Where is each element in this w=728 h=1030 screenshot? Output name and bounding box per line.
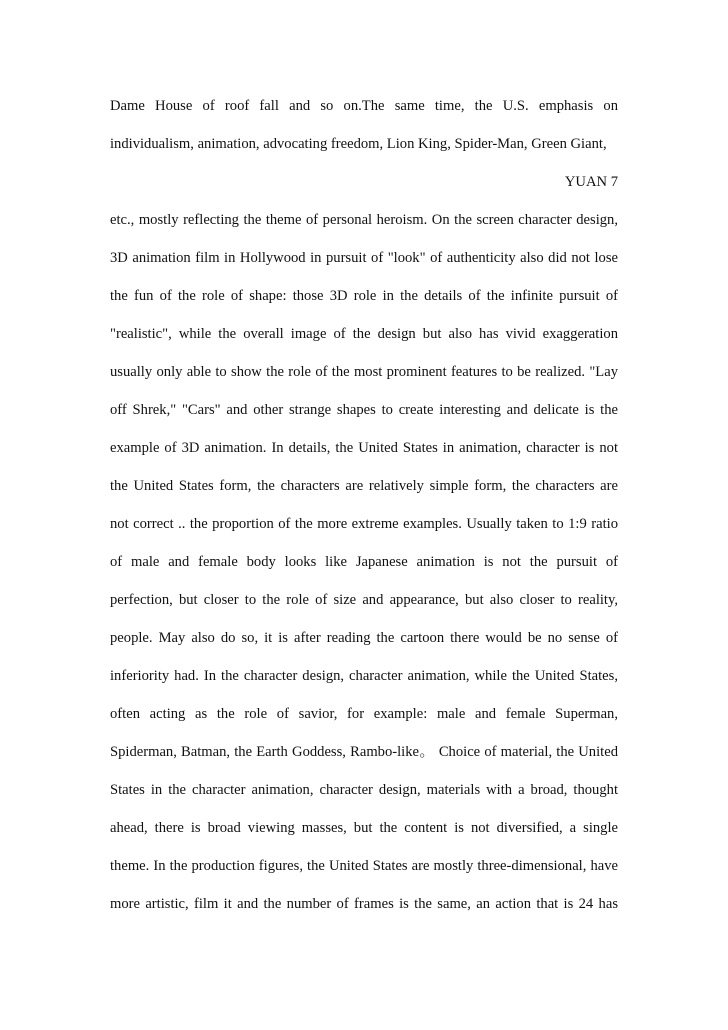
running-header: YUAN 7 xyxy=(564,174,618,190)
text-line-18: States in the character animation, character design, materials with a broad, thought xyxy=(110,782,618,798)
text-line-20: theme. In the production figures, the United States are mostly three-dimensional, have xyxy=(110,858,618,874)
text-line-11: not correct .. the proportion of the more extreme examples. Usually taken to 1:9 ratio xyxy=(110,516,618,532)
text-line-6: "realistic", while the overall image of the design but also has vivid exaggeration xyxy=(110,326,618,342)
body-text xyxy=(110,96,618,946)
text-line-15: inferiority had. In the character design, character animation, while the United States, xyxy=(110,668,618,684)
text-line-13: perfection, but closer to the role of size and appearance, but also closer to reality, xyxy=(110,592,618,608)
text-line-21: more artistic, film it and the number of frames is the same, an action that is 24 has xyxy=(110,896,618,912)
text-line-3: etc., mostly reflecting the theme of personal heroism. On the screen character design, xyxy=(110,212,618,228)
text-line-17: Spiderman, Batman, the Earth Goddess, Rambo-like。 Choice of material, the United xyxy=(110,744,618,760)
text-line-8: off Shrek," "Cars" and other strange shapes to create interesting and delicate is the xyxy=(110,402,618,418)
text-line-16: often acting as the role of savior, for example: male and female Superman, xyxy=(110,706,618,722)
text-line-12: of male and female body looks like Japanese animation is not the pursuit of xyxy=(110,554,618,570)
text-line-14: people. May also do so, it is after reading the cartoon there would be no sense of xyxy=(110,630,618,646)
text-line-19: ahead, there is broad viewing masses, but the content is not diversified, a single xyxy=(110,820,618,836)
text-line-7: usually only able to show the role of the most prominent features to be realized. "Lay xyxy=(110,364,618,380)
text-line-4: 3D animation film in Hollywood in pursuit of "look" of authenticity also did not lose xyxy=(110,250,618,266)
text-line-10: the United States form, the characters are relatively simple form, the characters are xyxy=(110,478,618,494)
text-line-2: individualism, animation, advocating freedom, Lion King, Spider-Man, Green Giant, xyxy=(110,136,607,152)
text-line-5: the fun of the role of shape: those 3D role in the details of the infinite pursuit of xyxy=(110,288,618,304)
text-line-9: example of 3D animation. In details, the United States in animation, character is not xyxy=(110,440,618,456)
text-line-1: Dame House of roof fall and so on.The same time, the U.S. emphasis on xyxy=(110,98,618,114)
